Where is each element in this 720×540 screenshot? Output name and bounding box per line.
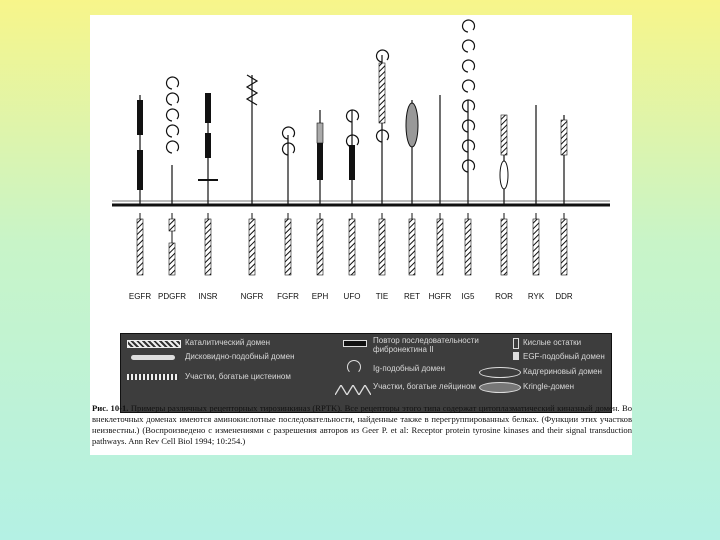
receptor-tie-kinase-domain [379, 219, 385, 275]
receptor-ig5-kinase-domain [465, 219, 471, 275]
receptor-hgfr-label: HGFR [428, 292, 452, 301]
cadherin-domain [406, 103, 418, 147]
legend-catalytic-domain: Каталитический домен [185, 338, 270, 347]
cysteine-rich-region [205, 93, 211, 123]
cysteine-rich-region [349, 145, 355, 180]
cysteine-rich-region [137, 100, 143, 135]
legend-acidic-residues: Кислые остатки [523, 338, 582, 347]
caption-text: Примеры различных рецепторных тирозинкиназ (RPTK). Все рецепторы этого типа содержат цитоплазматический киназный домен. Во внеклеточных доменах имеются аминокислотные последовательности, найденные также в перегруппированных белках. (Функции этих участков неизвестны.) (Воспроизведено с изменениями с разрешения авторов из Geer P. et al: Receptor protein tyrosine kinases and their signal transduction pathways. Ann Rev Cell Biol 1994; 10:254.) [92, 403, 632, 446]
receptor-eph-kinase-domain [317, 219, 323, 275]
receptor-ret-kinase-domain [409, 219, 415, 275]
ig-like-loop [167, 141, 179, 153]
receptor-ror-label: ROR [495, 292, 513, 301]
receptor-ryk-kinase-domain [533, 219, 539, 275]
figure-caption [92, 403, 632, 447]
legend-cysteine-rich: Участки, богатые цистеином [185, 372, 291, 381]
receptor-hgfr-kinase-domain [437, 219, 443, 275]
fibronectin-repeat-symbol [343, 340, 367, 347]
receptor-ngfr-label: NGFR [240, 292, 264, 301]
ig-like-loop [167, 109, 179, 121]
receptor-tie-label: TIE [375, 292, 389, 301]
ig-like-loop [167, 77, 179, 89]
legend-egf-like: EGF-подобный домен [523, 352, 605, 361]
legend-leucine-rich: Участки, богатые лейцином [373, 382, 476, 391]
receptor-eph-label: EPH [311, 292, 329, 301]
receptor-ddr-kinase-domain [561, 219, 567, 275]
cysteine-rich-region [317, 140, 323, 180]
kringle-domain-symbol [479, 382, 521, 393]
legend-discoidin-domain: Дисковидно-подобный домен [185, 352, 295, 361]
receptor-ret-label: RET [404, 292, 420, 301]
receptor-egfr-label: EGFR [128, 292, 152, 301]
receptor-ngfr-kinase-domain [249, 219, 255, 275]
cadherin-domain-symbol [479, 367, 521, 378]
egf-like-domain [501, 115, 507, 155]
receptor-insr-label: INSR [198, 292, 218, 301]
receptor-ror-kinase-domain [501, 219, 507, 275]
receptor-ufo-kinase-domain [349, 219, 355, 275]
receptor-insr-kinase-domain [205, 219, 211, 275]
receptor-ufo-label: UFO [343, 292, 361, 301]
egf-like-symbol [513, 352, 519, 360]
legend-cadherin-domain: Кадгериновый домен [523, 367, 602, 376]
receptor-ryk-label: RYK [527, 292, 545, 301]
ig-like-loop [463, 40, 475, 52]
legend-panel [120, 333, 612, 413]
cysteine-rich-region [205, 133, 211, 158]
ig-like-loop [167, 125, 179, 137]
figure-label: Рис. 10-1. [92, 403, 129, 413]
receptor-ig5-label: IG5 [461, 292, 475, 301]
kringle-domain [500, 161, 508, 189]
cysteine-rich-region [137, 150, 143, 190]
ig-like-loop [463, 60, 475, 72]
discoidin-domain [561, 120, 567, 155]
cysteine-rich-symbol [127, 374, 179, 380]
ig-like-loop [463, 80, 475, 92]
cysteine-rich-region [317, 123, 323, 143]
discoidin-domain-symbol [131, 355, 175, 360]
ig-like-loop [463, 20, 475, 32]
receptor-pdgfr-kinase-domain [169, 243, 175, 275]
fibronectin-repeat [379, 63, 385, 123]
receptor-fgfr-label: FGFR [277, 292, 299, 301]
receptor-egfr-kinase-domain [137, 219, 143, 275]
receptor-fgfr-kinase-domain [285, 219, 291, 275]
leucine-rich-symbol [335, 382, 371, 392]
catalytic-domain-symbol [127, 340, 181, 348]
ig-like-loop [167, 93, 179, 105]
receptor-ddr-label: DDR [555, 292, 573, 301]
receptor-pdgfr-label: PDGFR [158, 292, 186, 301]
legend-kringle-domain: Kringle-домен [523, 382, 575, 391]
acidic-residues-symbol [513, 338, 519, 349]
receptor-pdgfr-kinase-domain [169, 219, 175, 231]
receptor-diagram [90, 15, 632, 330]
figure-panel [90, 15, 632, 455]
ig-like-domain-symbol [347, 360, 361, 374]
legend-fibronectin-repeat: Повтор последовательности фибронектина II [373, 336, 479, 354]
legend-ig-like-domain: Ig-подобный домен [373, 364, 445, 373]
